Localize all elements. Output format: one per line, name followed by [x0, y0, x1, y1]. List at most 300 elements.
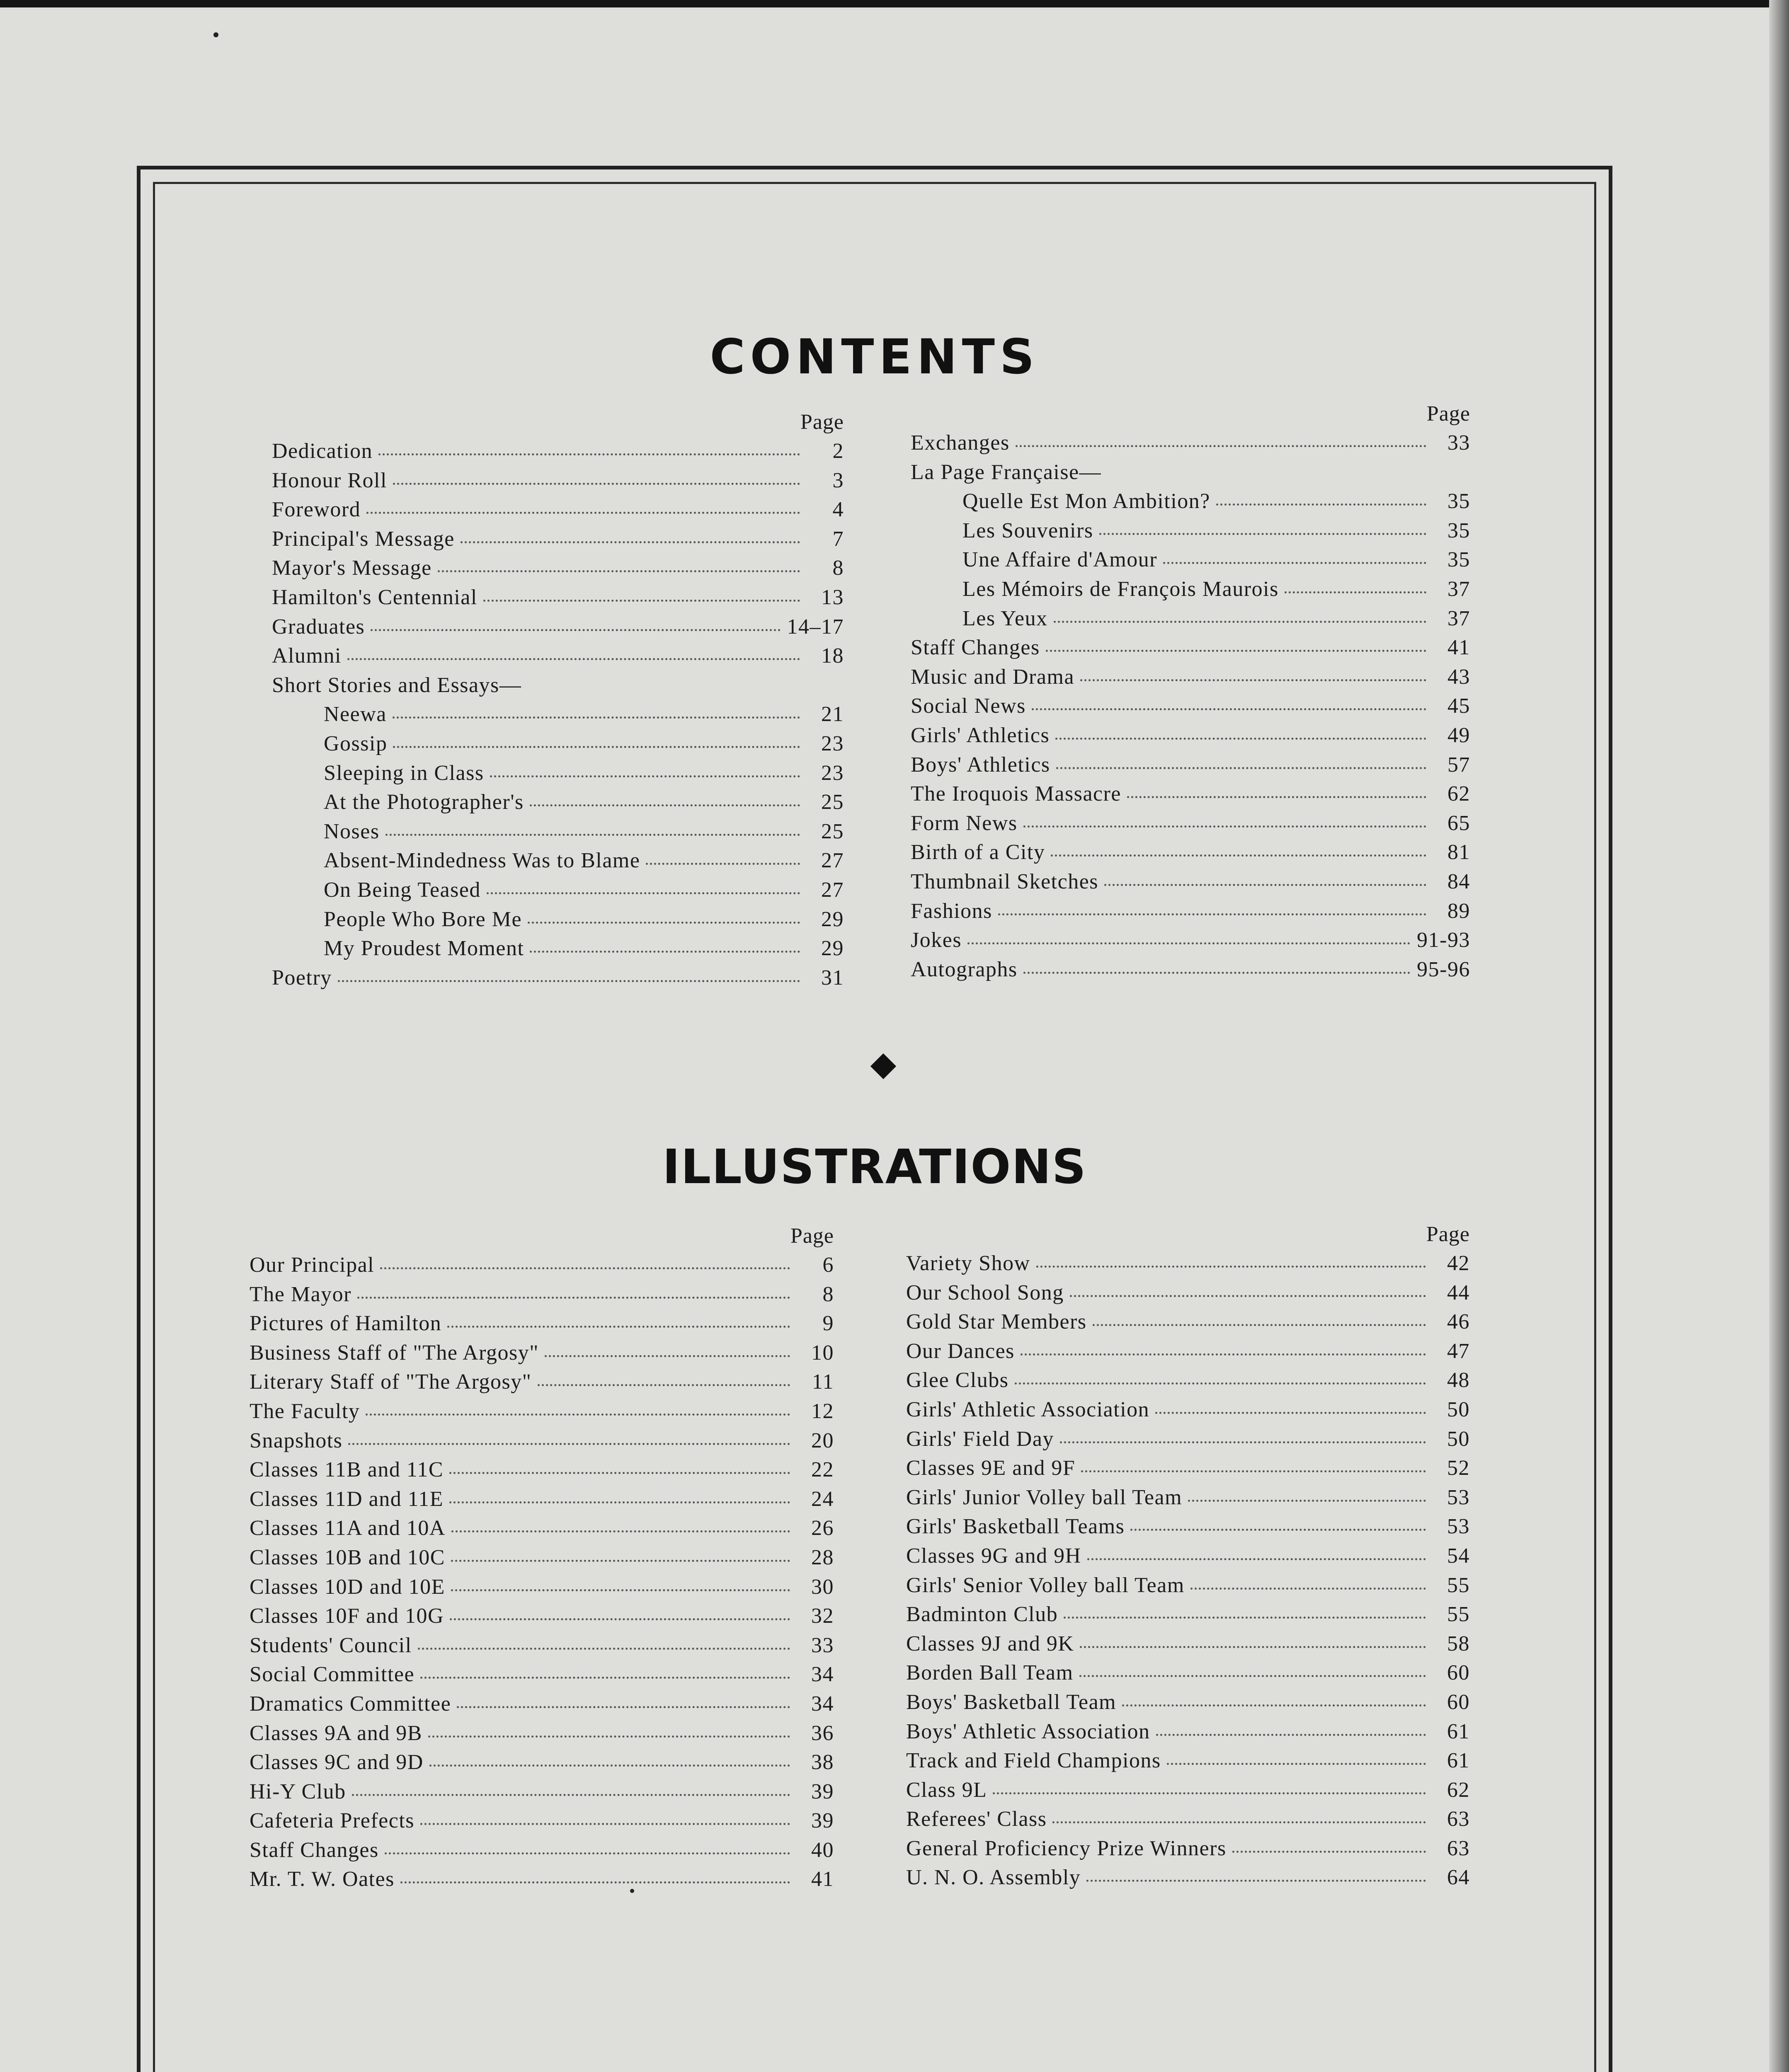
- toc-page-number: 43: [1447, 665, 1470, 689]
- toc-entry-title: Birth of a City: [911, 840, 1045, 864]
- toc-entry: [250, 1692, 834, 1721]
- toc-page-number: 14–17: [787, 615, 844, 639]
- illustrations-heading: ILLUSTRATIONS: [662, 1139, 1087, 1194]
- toc-entry: [906, 1807, 1470, 1836]
- toc-entry: [250, 1633, 834, 1663]
- toc-entry-title: Social News: [911, 694, 1026, 718]
- toc-page-number: 34: [811, 1663, 834, 1687]
- toc-entry-title: Dramatics Committee: [250, 1692, 451, 1716]
- toc-entry-title: Referees' Class: [906, 1807, 1047, 1831]
- toc-entry-title: My Proudest Moment: [324, 937, 524, 961]
- toc-entry: [272, 702, 844, 731]
- toc-page-number: 12: [811, 1399, 834, 1423]
- toc-entry: [250, 1282, 834, 1312]
- toc-page-number: 49: [1447, 723, 1470, 747]
- dot-leader: [420, 1823, 790, 1825]
- toc-entry-title: Business Staff of "The Argosy": [250, 1341, 539, 1365]
- dot-leader: [451, 1560, 790, 1562]
- toc-entry: [250, 1662, 834, 1692]
- toc-entry: [906, 1719, 1470, 1749]
- toc-entry-title: Social Committee: [250, 1663, 415, 1687]
- document-page: [0, 7, 1769, 2072]
- toc-entry-title: At the Photographer's: [324, 790, 524, 814]
- dot-leader: [538, 1384, 790, 1386]
- page-border: [137, 166, 1612, 2072]
- toc-entry-title: Exchanges: [911, 431, 1010, 455]
- dot-leader: [451, 1589, 790, 1591]
- toc-entry: [906, 1748, 1470, 1778]
- toc-entry-title: Girls' Senior Volley ball Team: [906, 1573, 1185, 1597]
- dot-leader: [1016, 445, 1426, 447]
- toc-entry: [911, 577, 1470, 606]
- toc-page-number: 27: [821, 878, 844, 902]
- toc-page-number: 7: [832, 527, 844, 551]
- toc-entry: [906, 1339, 1470, 1368]
- dot-leader: [380, 1267, 790, 1269]
- toc-entry-title: Dedication: [272, 439, 373, 463]
- dot-leader: [447, 1326, 790, 1328]
- toc-entry-title: U. N. O. Assembly: [906, 1866, 1081, 1890]
- toc-entry: [906, 1544, 1470, 1573]
- dot-leader: [450, 1618, 790, 1620]
- toc-entry-title: Classes 9J and 9K: [906, 1631, 1074, 1656]
- toc-entry-title: Neewa: [324, 702, 387, 726]
- dot-leader: [530, 951, 800, 953]
- toc-entry-title: Mayor's Message: [272, 556, 432, 580]
- toc-page-number: 18: [821, 644, 844, 668]
- toc-entry-title: Alumni: [272, 644, 342, 668]
- toc-page-number: 91-93: [1417, 928, 1470, 952]
- toc-entry-title: Boys' Basketball Team: [906, 1690, 1117, 1714]
- dot-leader: [1056, 767, 1426, 769]
- toc-entry: [272, 644, 844, 673]
- toc-entry: [250, 1867, 834, 1896]
- dot-leader: [393, 716, 800, 719]
- toc-page-number: 63: [1447, 1836, 1470, 1860]
- toc-entry-title: On Being Teased: [324, 878, 481, 902]
- toc-page-number: 36: [811, 1721, 834, 1745]
- toc-entry-title: Students' Council: [250, 1633, 412, 1657]
- toc-entry-title: Girls' Athletic Association: [906, 1397, 1150, 1421]
- contents-left-list: [272, 439, 844, 995]
- dot-leader: [1216, 503, 1426, 506]
- toc-entry-title: Track and Field Champions: [906, 1749, 1161, 1773]
- toc-page-number: 38: [811, 1750, 834, 1774]
- toc-page-number: 62: [1447, 1778, 1470, 1802]
- toc-entry: [911, 694, 1470, 723]
- toc-page-number: 22: [811, 1458, 834, 1482]
- dot-leader: [1087, 1558, 1426, 1560]
- toc-entry: [906, 1485, 1470, 1515]
- toc-page-number: 55: [1447, 1573, 1470, 1597]
- dot-leader: [487, 892, 800, 894]
- toc-entry-title: Girls' Field Day: [906, 1427, 1054, 1451]
- dot-leader: [347, 658, 800, 660]
- dot-leader: [1080, 679, 1426, 681]
- illustrations-left-page-header: Page: [790, 1224, 834, 1248]
- toc-entry: [906, 1573, 1470, 1602]
- toc-entry-title: Class 9L: [906, 1778, 987, 1802]
- dot-leader: [385, 1852, 790, 1854]
- dot-leader: [1060, 1441, 1426, 1443]
- toc-entry: [272, 585, 844, 615]
- toc-page-number: 50: [1447, 1427, 1470, 1451]
- toc-page-number: 47: [1447, 1339, 1470, 1363]
- dot-leader: [1064, 1617, 1426, 1619]
- toc-page-number: 41: [811, 1867, 834, 1891]
- contents-heading: CONTENTS: [710, 329, 1040, 385]
- toc-entry-title: Absent-Mindedness Was to Blame: [324, 849, 640, 873]
- toc-entry: [911, 489, 1470, 518]
- toc-entry-title: Boys' Athletic Association: [906, 1719, 1150, 1743]
- toc-entry: [272, 615, 844, 644]
- toc-entry: [911, 782, 1470, 811]
- dot-leader: [366, 1414, 790, 1416]
- toc-section-header: [911, 460, 1470, 489]
- toc-entry: [272, 848, 844, 878]
- dot-leader: [1232, 1851, 1426, 1853]
- toc-page-number: 65: [1447, 811, 1470, 835]
- toc-entry: [911, 753, 1470, 782]
- toc-entry: [272, 966, 844, 995]
- toc-page-number: 10: [811, 1341, 834, 1365]
- dot-leader: [1015, 1382, 1426, 1385]
- toc-page-number: 44: [1447, 1280, 1470, 1305]
- toc-entry-title: Mr. T. W. Oates: [250, 1867, 395, 1891]
- toc-entry: [272, 731, 844, 761]
- dot-leader: [418, 1648, 790, 1650]
- toc-entry: [911, 665, 1470, 694]
- dot-leader: [528, 922, 800, 924]
- toc-entry: [906, 1690, 1470, 1719]
- toc-entry-title: Les Souvenirs: [962, 518, 1093, 542]
- dot-leader: [1021, 1353, 1426, 1356]
- dot-leader: [483, 600, 800, 602]
- dot-leader: [438, 570, 800, 572]
- toc-entry-title: People Who Bore Me: [324, 907, 522, 931]
- dot-leader: [1127, 796, 1426, 798]
- toc-page-number: 29: [821, 937, 844, 961]
- toc-entry: [272, 556, 844, 585]
- dot-leader: [338, 980, 800, 982]
- toc-page-number: 60: [1447, 1661, 1470, 1685]
- contents-left-page-header: Page: [800, 410, 844, 434]
- illustrations-right-list: [906, 1251, 1470, 1895]
- toc-entry-title: Poetry: [272, 966, 332, 990]
- toc-entry: [250, 1311, 834, 1341]
- dot-leader: [449, 1501, 790, 1503]
- toc-entry-title: Snapshots: [250, 1428, 343, 1452]
- toc-entry-title: Une Affaire d'Amour: [962, 548, 1158, 572]
- toc-page-number: 8: [822, 1282, 834, 1306]
- toc-entry: [250, 1808, 834, 1838]
- toc-entry-title: Hi-Y Club: [250, 1779, 346, 1803]
- toc-entry-title: Our Dances: [906, 1339, 1015, 1363]
- toc-page-number: 55: [1447, 1602, 1470, 1627]
- toc-page-number: 53: [1447, 1515, 1470, 1539]
- diamond-divider-icon: [870, 1053, 896, 1079]
- toc-entry: [906, 1251, 1470, 1280]
- toc-entry-title: Form News: [911, 811, 1018, 835]
- toc-entry: [272, 468, 844, 498]
- dot-leader: [1093, 1324, 1426, 1326]
- toc-entry: [250, 1604, 834, 1633]
- toc-entry-title: Our Principal: [250, 1253, 375, 1277]
- toc-entry-title: Variety Show: [906, 1251, 1030, 1275]
- dot-leader: [967, 942, 1410, 944]
- toc-entry: [906, 1310, 1470, 1339]
- toc-entry-title: Fashions: [911, 899, 992, 923]
- toc-page-number: 30: [811, 1575, 834, 1599]
- toc-page-number: 37: [1447, 577, 1470, 601]
- dot-leader: [1190, 1588, 1426, 1590]
- toc-page-number: 2: [832, 439, 844, 463]
- toc-entry: [906, 1514, 1470, 1544]
- toc-entry: [911, 518, 1470, 548]
- toc-entry: [906, 1836, 1470, 1866]
- toc-entry-title: Les Yeux: [962, 606, 1048, 630]
- toc-page-number: 29: [821, 907, 844, 931]
- toc-entry: [911, 928, 1470, 957]
- toc-entry: [250, 1750, 834, 1779]
- toc-page-number: 25: [821, 790, 844, 814]
- toc-page-number: 33: [811, 1633, 834, 1657]
- toc-entry: [906, 1778, 1470, 1807]
- toc-entry-title: Staff Changes: [911, 636, 1040, 660]
- toc-entry-title: Classes 10B and 10C: [250, 1545, 445, 1569]
- toc-entry-title: Staff Changes: [250, 1838, 379, 1862]
- toc-entry-title: The Iroquois Massacre: [911, 782, 1122, 806]
- dot-leader: [378, 453, 800, 455]
- dot-leader: [429, 1765, 790, 1767]
- toc-entry-title: Sleeping in Class: [324, 761, 484, 785]
- toc-entry: [272, 439, 844, 468]
- toc-page-number: 89: [1447, 899, 1470, 923]
- toc-entry: [911, 723, 1470, 753]
- toc-entry: [250, 1721, 834, 1750]
- dot-leader: [1155, 1412, 1426, 1414]
- toc-section-header: [272, 673, 844, 702]
- toc-entry: [906, 1427, 1470, 1456]
- dot-leader: [400, 1881, 790, 1883]
- toc-page-number: 60: [1447, 1690, 1470, 1714]
- toc-entry-title: Cafeteria Prefects: [250, 1809, 415, 1833]
- toc-page-number: 20: [811, 1428, 834, 1452]
- toc-entry-title: Classes 9E and 9F: [906, 1456, 1076, 1480]
- dot-leader: [1099, 533, 1426, 535]
- toc-entry-title: Boys' Athletics: [911, 753, 1050, 777]
- toc-page-number: 52: [1447, 1456, 1470, 1480]
- toc-entry: [911, 635, 1470, 665]
- scan-right-edge: [1769, 0, 1789, 2072]
- toc-entry-title: Hamilton's Centennial: [272, 585, 478, 609]
- toc-page-number: 35: [1447, 489, 1470, 513]
- dot-leader: [490, 775, 800, 777]
- toc-page-number: 4: [832, 498, 844, 522]
- toc-page-number: 9: [822, 1312, 834, 1336]
- dot-leader: [1051, 854, 1426, 857]
- dot-leader: [1167, 1763, 1426, 1765]
- toc-page-number: 26: [811, 1516, 834, 1540]
- toc-page-number: 34: [811, 1692, 834, 1716]
- toc-page-number: 23: [821, 731, 844, 755]
- dot-leader: [1080, 1646, 1426, 1648]
- toc-page-number: 84: [1447, 869, 1470, 893]
- toc-page-number: 25: [821, 819, 844, 843]
- dot-leader: [1156, 1734, 1426, 1736]
- dot-leader: [451, 1530, 790, 1532]
- dot-leader: [545, 1355, 790, 1357]
- toc-page-number: 32: [811, 1604, 834, 1628]
- scan-top-edge: [0, 0, 1789, 7]
- toc-page-number: 39: [811, 1809, 834, 1833]
- toc-entry: [250, 1487, 834, 1516]
- toc-entry-title: The Faculty: [250, 1399, 360, 1423]
- toc-entry: [272, 527, 844, 556]
- toc-page-number: 62: [1447, 782, 1470, 806]
- toc-page-number: 50: [1447, 1397, 1470, 1421]
- toc-entry-title: Gossip: [324, 731, 388, 755]
- dot-leader: [1055, 738, 1426, 740]
- toc-page-number: 39: [811, 1779, 834, 1803]
- dot-leader: [449, 1472, 790, 1474]
- toc-entry: [906, 1397, 1470, 1427]
- toc-entry-title: Short Stories and Essays—: [272, 673, 522, 697]
- toc-entry-title: Les Mémoirs de François Maurois: [962, 577, 1279, 601]
- toc-entry-title: Classes 9C and 9D: [250, 1750, 424, 1774]
- toc-entry: [250, 1428, 834, 1458]
- page-border-inner: [153, 182, 1596, 2072]
- toc-entry: [250, 1516, 834, 1545]
- toc-page-number: 61: [1447, 1719, 1470, 1743]
- dot-leader: [1130, 1529, 1426, 1531]
- toc-entry-title: Badminton Club: [906, 1602, 1058, 1627]
- toc-entry-title: Foreword: [272, 498, 361, 522]
- dot-leader: [998, 913, 1426, 915]
- toc-entry-title: Girls' Basketball Teams: [906, 1515, 1125, 1539]
- toc-entry: [906, 1865, 1470, 1895]
- dot-leader: [457, 1706, 790, 1708]
- dot-leader: [1285, 591, 1426, 593]
- toc-page-number: 58: [1447, 1631, 1470, 1656]
- toc-page-number: 46: [1447, 1310, 1470, 1334]
- toc-page-number: 3: [832, 468, 844, 492]
- toc-page-number: 33: [1447, 431, 1470, 455]
- toc-page-number: 35: [1447, 518, 1470, 542]
- toc-entry-title: Girls' Junior Volley ball Team: [906, 1485, 1183, 1509]
- toc-entry: [250, 1575, 834, 1604]
- toc-entry: [911, 811, 1470, 840]
- dot-leader: [371, 629, 780, 631]
- dot-leader: [1086, 1880, 1426, 1882]
- toc-entry-title: Classes 11B and 11C: [250, 1458, 444, 1482]
- toc-entry-title: Honour Roll: [272, 468, 387, 492]
- toc-entry: [272, 907, 844, 937]
- dot-leader: [348, 1443, 790, 1445]
- toc-entry-title: Classes 10D and 10E: [250, 1575, 445, 1599]
- dot-leader: [1052, 1821, 1426, 1823]
- toc-entry: [911, 606, 1470, 636]
- toc-page-number: 53: [1447, 1485, 1470, 1509]
- dot-leader: [1070, 1295, 1426, 1297]
- dot-leader: [366, 512, 800, 514]
- toc-page-number: 23: [821, 761, 844, 785]
- toc-entry: [250, 1399, 834, 1428]
- scan-speck: [630, 1889, 634, 1893]
- toc-entry-title: Graduates: [272, 615, 365, 639]
- toc-page-number: 42: [1447, 1251, 1470, 1275]
- toc-entry: [906, 1602, 1470, 1631]
- toc-entry-title: Quelle Est Mon Ambition?: [962, 489, 1210, 513]
- dot-leader: [357, 1297, 790, 1299]
- dot-leader: [1023, 825, 1426, 828]
- illustrations-left-list: [250, 1253, 834, 1896]
- scan-speck: [213, 32, 218, 37]
- toc-entry-title: Classes 11A and 10A: [250, 1516, 446, 1540]
- dot-leader: [385, 834, 800, 836]
- dot-leader: [1163, 562, 1426, 564]
- contents-right-page-header: Page: [1426, 402, 1470, 426]
- dot-leader: [420, 1677, 790, 1679]
- dot-leader: [428, 1736, 790, 1738]
- toc-entry: [911, 957, 1470, 987]
- toc-page-number: 27: [821, 849, 844, 873]
- toc-entry-title: Literary Staff of "The Argosy": [250, 1370, 532, 1394]
- toc-page-number: 6: [822, 1253, 834, 1277]
- toc-entry: [250, 1253, 834, 1282]
- toc-page-number: 8: [832, 556, 844, 580]
- toc-entry: [906, 1456, 1470, 1485]
- toc-entry-title: Thumbnail Sketches: [911, 869, 1099, 893]
- dot-leader: [393, 746, 800, 748]
- toc-page-number: 21: [821, 702, 844, 726]
- dot-leader: [993, 1792, 1426, 1794]
- toc-entry-title: Girls' Athletics: [911, 723, 1050, 747]
- toc-entry: [250, 1838, 834, 1867]
- toc-page-number: 13: [821, 585, 844, 609]
- toc-entry-title: Autographs: [911, 957, 1018, 981]
- dot-leader: [1036, 1266, 1426, 1268]
- toc-entry: [250, 1370, 834, 1399]
- dot-leader: [352, 1794, 790, 1796]
- toc-entry: [250, 1779, 834, 1809]
- dot-leader: [1188, 1500, 1426, 1502]
- toc-entry: [272, 936, 844, 966]
- toc-entry-title: Our School Song: [906, 1280, 1064, 1305]
- dot-leader: [1104, 884, 1426, 886]
- toc-entry: [272, 497, 844, 527]
- toc-entry-title: Glee Clubs: [906, 1368, 1009, 1392]
- toc-page-number: 48: [1447, 1368, 1470, 1392]
- toc-entry-title: La Page Française—: [911, 460, 1102, 484]
- toc-entry: [911, 547, 1470, 577]
- dot-leader: [646, 863, 800, 865]
- toc-page-number: 31: [821, 966, 844, 990]
- dot-leader: [1079, 1675, 1426, 1677]
- toc-page-number: 95-96: [1417, 957, 1470, 981]
- toc-entry-title: Gold Star Members: [906, 1310, 1087, 1334]
- dot-leader: [461, 541, 800, 543]
- toc-entry-title: Noses: [324, 819, 380, 843]
- toc-entry: [911, 431, 1470, 460]
- toc-page-number: 64: [1447, 1866, 1470, 1890]
- toc-page-number: 81: [1447, 840, 1470, 864]
- toc-page-number: 11: [812, 1370, 834, 1394]
- toc-page-number: 63: [1447, 1807, 1470, 1831]
- toc-page-number: 41: [1447, 636, 1470, 660]
- dot-leader: [1023, 972, 1411, 974]
- dot-leader: [530, 804, 800, 806]
